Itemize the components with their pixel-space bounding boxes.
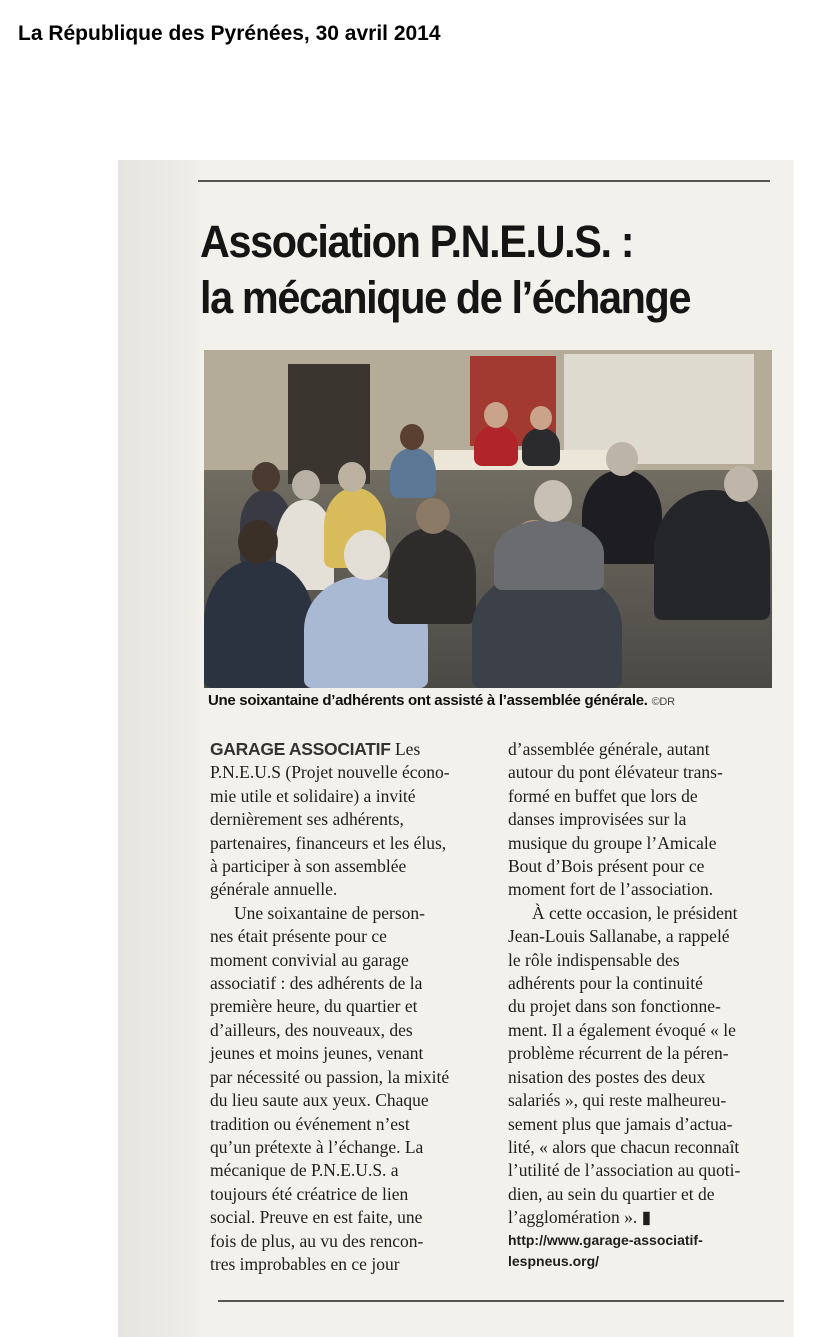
top-rule <box>198 180 770 182</box>
text-line: P.N.E.U.S (Projet nouvelle écono- <box>210 762 450 783</box>
text-line: moment fort de l’association. <box>508 879 714 900</box>
text-line: le rôle indispensable des <box>508 949 680 970</box>
photo-head <box>252 462 280 492</box>
text-line: l’agglomération ». ▮ <box>508 1207 652 1228</box>
adjacent-page-shadow <box>118 160 200 1337</box>
photo-caption <box>208 692 768 709</box>
article-column-left <box>210 738 492 1276</box>
text-line: dien, au sein du quartier et de <box>508 1183 715 1204</box>
text-line: par nécessité ou passion, la mixité <box>210 1066 450 1087</box>
photo-person <box>654 490 770 620</box>
text-line: ment. Il a également évoqué « le <box>508 1019 736 1040</box>
text-line: À cette occasion, le président <box>532 902 738 923</box>
text-line <box>210 738 492 761</box>
text-line: nisation des postes des deux <box>508 1066 706 1087</box>
text-line: d’ailleurs, des nouveaux, des <box>210 1019 413 1040</box>
newspaper-clipping <box>118 160 794 1337</box>
photo-head <box>724 466 758 502</box>
photo-person <box>204 560 314 688</box>
photo-head <box>344 530 390 580</box>
text-line: associatif : des adhérents de la <box>210 973 423 994</box>
text-line: formé en buffet que lors de <box>508 785 698 806</box>
text-line: fois de plus, au vu des rencon- <box>210 1230 424 1251</box>
text-line: mie utile et solidaire) a invité <box>210 785 416 806</box>
text-line: tradition ou événement n’est <box>210 1113 410 1134</box>
photo-credit: ©DR <box>651 696 675 708</box>
headline-line-2: la mécanique de l’échange <box>200 272 691 323</box>
photo-person <box>522 428 560 466</box>
text-line: problème récurrent de la péren- <box>508 1043 729 1064</box>
text-line-start: Les <box>390 739 421 759</box>
website-link: lespneus.org/ <box>508 1252 600 1269</box>
article-column-right <box>508 738 784 1272</box>
photo-head <box>400 424 424 450</box>
text-line: première heure, du quartier et <box>210 996 418 1017</box>
text-line: moment convivial au garage <box>210 949 409 970</box>
text-line: salariés », qui reste malheureu- <box>508 1090 727 1111</box>
bottom-rule <box>218 1300 784 1302</box>
text-line: à participer à son assemblée <box>210 856 407 877</box>
article-headline <box>200 214 734 326</box>
text-line: Une soixantaine de person- <box>234 902 425 923</box>
text-line: qu’un prétexte à l’échange. La <box>210 1136 424 1157</box>
text-line: l’utilité de l’association au quoti- <box>508 1160 741 1181</box>
text-line: nes était présente pour ce <box>210 926 387 947</box>
text-line: Jean-Louis Sallanabe, a rappelé <box>508 926 730 947</box>
text-line: dernièrement ses adhérents, <box>210 809 404 830</box>
photo-head <box>416 498 450 534</box>
text-line: musique du groupe l’Amicale <box>508 832 717 853</box>
photo-window <box>564 354 754 464</box>
photo-head <box>484 402 508 428</box>
section-kicker: GARAGE ASSOCIATIF <box>210 739 391 759</box>
photo-person <box>474 426 518 466</box>
photo-person <box>494 520 604 590</box>
article-photo <box>204 350 772 688</box>
photo-head <box>292 470 320 500</box>
text-line: adhérents pour la continuité <box>508 973 703 994</box>
text-line: générale annuelle. <box>210 879 338 900</box>
text-line: Bout d’Bois présent pour ce <box>508 856 705 877</box>
text-line: tres improbables en ce jour <box>210 1253 400 1274</box>
website-link: http://www.garage-associatif- <box>508 1231 703 1248</box>
photo-head <box>238 520 278 564</box>
text-line: autour du pont élévateur trans- <box>508 762 723 783</box>
photo-head <box>338 462 366 492</box>
text-line: partenaires, financeurs et les élus, <box>210 832 447 853</box>
text-line: toujours été créatrice de lien <box>210 1183 409 1204</box>
text-line: sement plus que jamais d’actua- <box>508 1113 733 1134</box>
caption-text: Une soixantaine d’adhérents ont assisté à l’assemblée générale. <box>208 692 648 709</box>
text-line: du lieu saute aux yeux. Chaque <box>210 1090 429 1111</box>
photo-person <box>390 448 436 498</box>
photo-head <box>530 406 552 430</box>
text-line: lité, « alors que chacun reconnaît <box>508 1136 740 1157</box>
text-line: d’assemblée générale, autant <box>508 739 710 759</box>
photo-head <box>534 480 572 522</box>
clipping-source-header: La République des Pyrénées, 30 avril 2014 <box>18 22 441 45</box>
text-line: danses improvisées sur la <box>508 809 687 830</box>
photo-person <box>388 528 476 624</box>
text-line: jeunes et moins jeunes, venant <box>210 1043 424 1064</box>
photo-head <box>606 442 638 476</box>
text-line: mécanique de P.N.E.U.S. a <box>210 1160 399 1181</box>
text-line: social. Preuve en est faite, une <box>210 1207 423 1228</box>
headline-line-1: Association P.N.E.U.S. : <box>200 216 634 267</box>
text-line: du projet dans son fonctionne- <box>508 996 721 1017</box>
